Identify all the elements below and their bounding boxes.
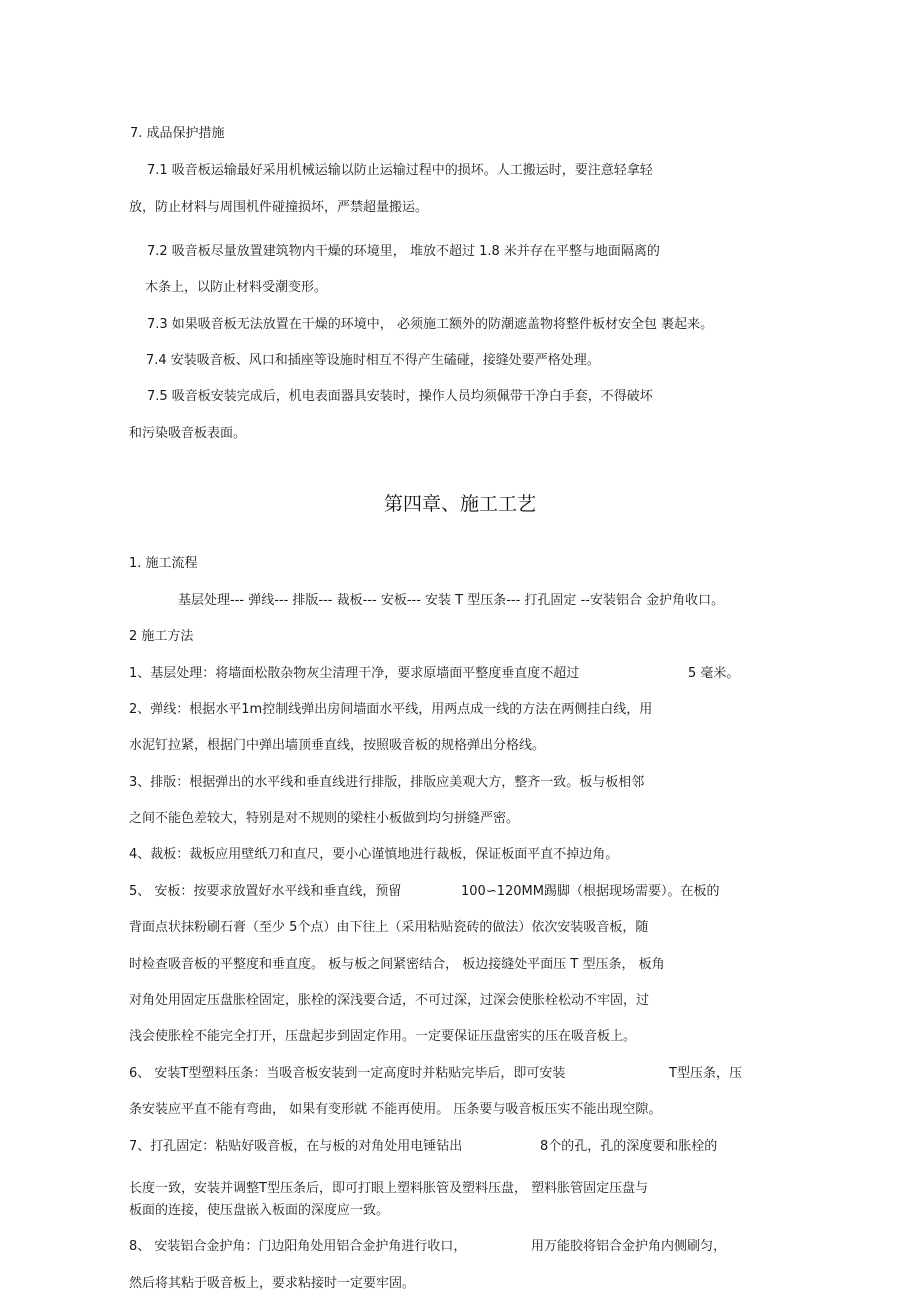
para-7-3: 7.3 如果吸音板无法放置在干燥的环境中， 必须施工额外的防潮遮盖物将整件板材安全包 裹起来。 — [147, 317, 714, 332]
step-5-line4: 对角处用固定压盘胀栓固定，胀栓的深浅要合适，不可过深，过深会使胀栓松动不牢固，过 — [129, 993, 650, 1008]
step-2-line1: 2、弹线：根据水平1m控制线弹出房间墙面水平线，用两点成一线的方法在两侧挂白线，用 — [129, 702, 653, 717]
construction-flow: 基层处理--- 弹线--- 排版--- 裁板--- 安板--- 安装 T 型压条--- 打孔固定 --安装铝合 金护角收口。 — [178, 593, 725, 608]
chapter-title: 第四章、施工工艺 — [383, 493, 536, 515]
section-1-heading: 1. 施工流程 — [129, 556, 198, 571]
para-7-5-line1: 7.5 吸音板安装完成后，机电表面器具安装时，操作人员均须佩带干净白手套，不得破坏 — [147, 389, 653, 404]
step-7-line1-part2: 8个的孔，孔的深度要和胀栓的 — [540, 1139, 718, 1154]
step-1-text: 1、基层处理：将墙面松散杂物灰尘清理干净，要求原墙面平整度垂直度不超过 — [129, 666, 580, 681]
step-6-line1-part1: 6、 安装T型塑料压条：当吸音板安装到一定高度时并粘贴完毕后，即可安装 — [129, 1066, 566, 1081]
section-2-heading: 2 施工方法 — [129, 629, 194, 644]
step-8-line2: 然后将其粘于吸音板上，要求粘接时一定要牢固。 — [129, 1276, 416, 1291]
step-3-line2: 之间不能色差较大，特别是对不规则的梁柱小板做到均匀拼缝严密。 — [129, 811, 520, 826]
para-7-2-line2: 木条上，以防止材料受潮变形。 — [145, 280, 328, 295]
step-5-line2: 背面点状抹粉刷石膏（至少 5个点）由下往上（采用粘贴瓷砖的做法）依次安装吸音板，随 — [129, 920, 649, 935]
step-8-line1-part2: 用万能胶将铝合金护角内侧刷匀， — [531, 1239, 727, 1254]
para-7-1-line2: 放，防止材料与周围机件碰撞损坏，严禁超量搬运。 — [129, 200, 429, 215]
step-6-line2: 条安装应平直不能有弯曲， 如果有变形就 不能再使用。 压条要与吸音板压实不能出现空隙。 — [129, 1102, 662, 1117]
step-7-line3: 板面的连接，使压盘嵌入板面的深度应一致。 — [129, 1203, 390, 1218]
step-4: 4、裁板：裁板应用壁纸刀和直尺，要小心谨慎地进行裁板，保证板面平直不掉边角。 — [129, 847, 619, 862]
step-5-line5: 浅会使胀栓不能完全打开，压盘起步到固定作用。一定要保证压盘密实的压在吸音板上。 — [129, 1029, 637, 1044]
para-7-5-line2: 和污染吸音板表面。 — [129, 426, 247, 441]
step-5-line1-part1: 5、 安板：按要求放置好水平线和垂直线，预留 — [129, 884, 402, 899]
para-7-4: 7.4 安装吸音板、风口和插座等设施时相互不得产生磕碰，接缝处要严格处理。 — [146, 353, 600, 368]
para-7-1-line1: 7.1 吸音板运输最好采用机械运输以防止运输过程中的损坏。人工搬运时，要注意轻拿轻 — [147, 163, 653, 178]
step-5-line3: 时检查吸音板的平整度和垂直度。 板与板之间紧密结合， 板边接缝处平面压 T 型压条， 板角 — [129, 957, 665, 972]
step-8-line1-part1: 8、 安装铝合金护角：门边阳角处用铝合金护角进行收口， — [129, 1239, 467, 1254]
para-7-2-line1: 7.2 吸音板尽量放置建筑物内干燥的环境里， 堆放不超过 1.8 米并存在平整与地面隔离的 — [147, 244, 660, 259]
step-5-line1-part2: 100∽120MM踢脚（根据现场需要）。在板的 — [461, 884, 720, 899]
step-7-line1-part1: 7、打孔固定：粘贴好吸音板，在与板的对角处用电锤钻出 — [129, 1139, 463, 1154]
step-6-line1-part2: T型压条，压 — [669, 1066, 742, 1081]
section-7-heading: 7. 成品保护措施 — [130, 126, 225, 141]
step-7-line2: 长度一致，安装并调整T型压条后，即可打眼上塑料胀管及塑料压盘， 塑料胀管固定压盘与 — [129, 1181, 649, 1196]
step-1-value: 5 毫米。 — [688, 666, 740, 681]
step-2-line2: 水泥钉拉紧，根据门中弹出墙顶垂直线，按照吸音板的规格弹出分格线。 — [129, 738, 546, 753]
step-3-line1: 3、排版：根据弹出的水平线和垂直线进行排版，排版应美观大方，整齐一致。板与板相邻 — [129, 775, 645, 790]
